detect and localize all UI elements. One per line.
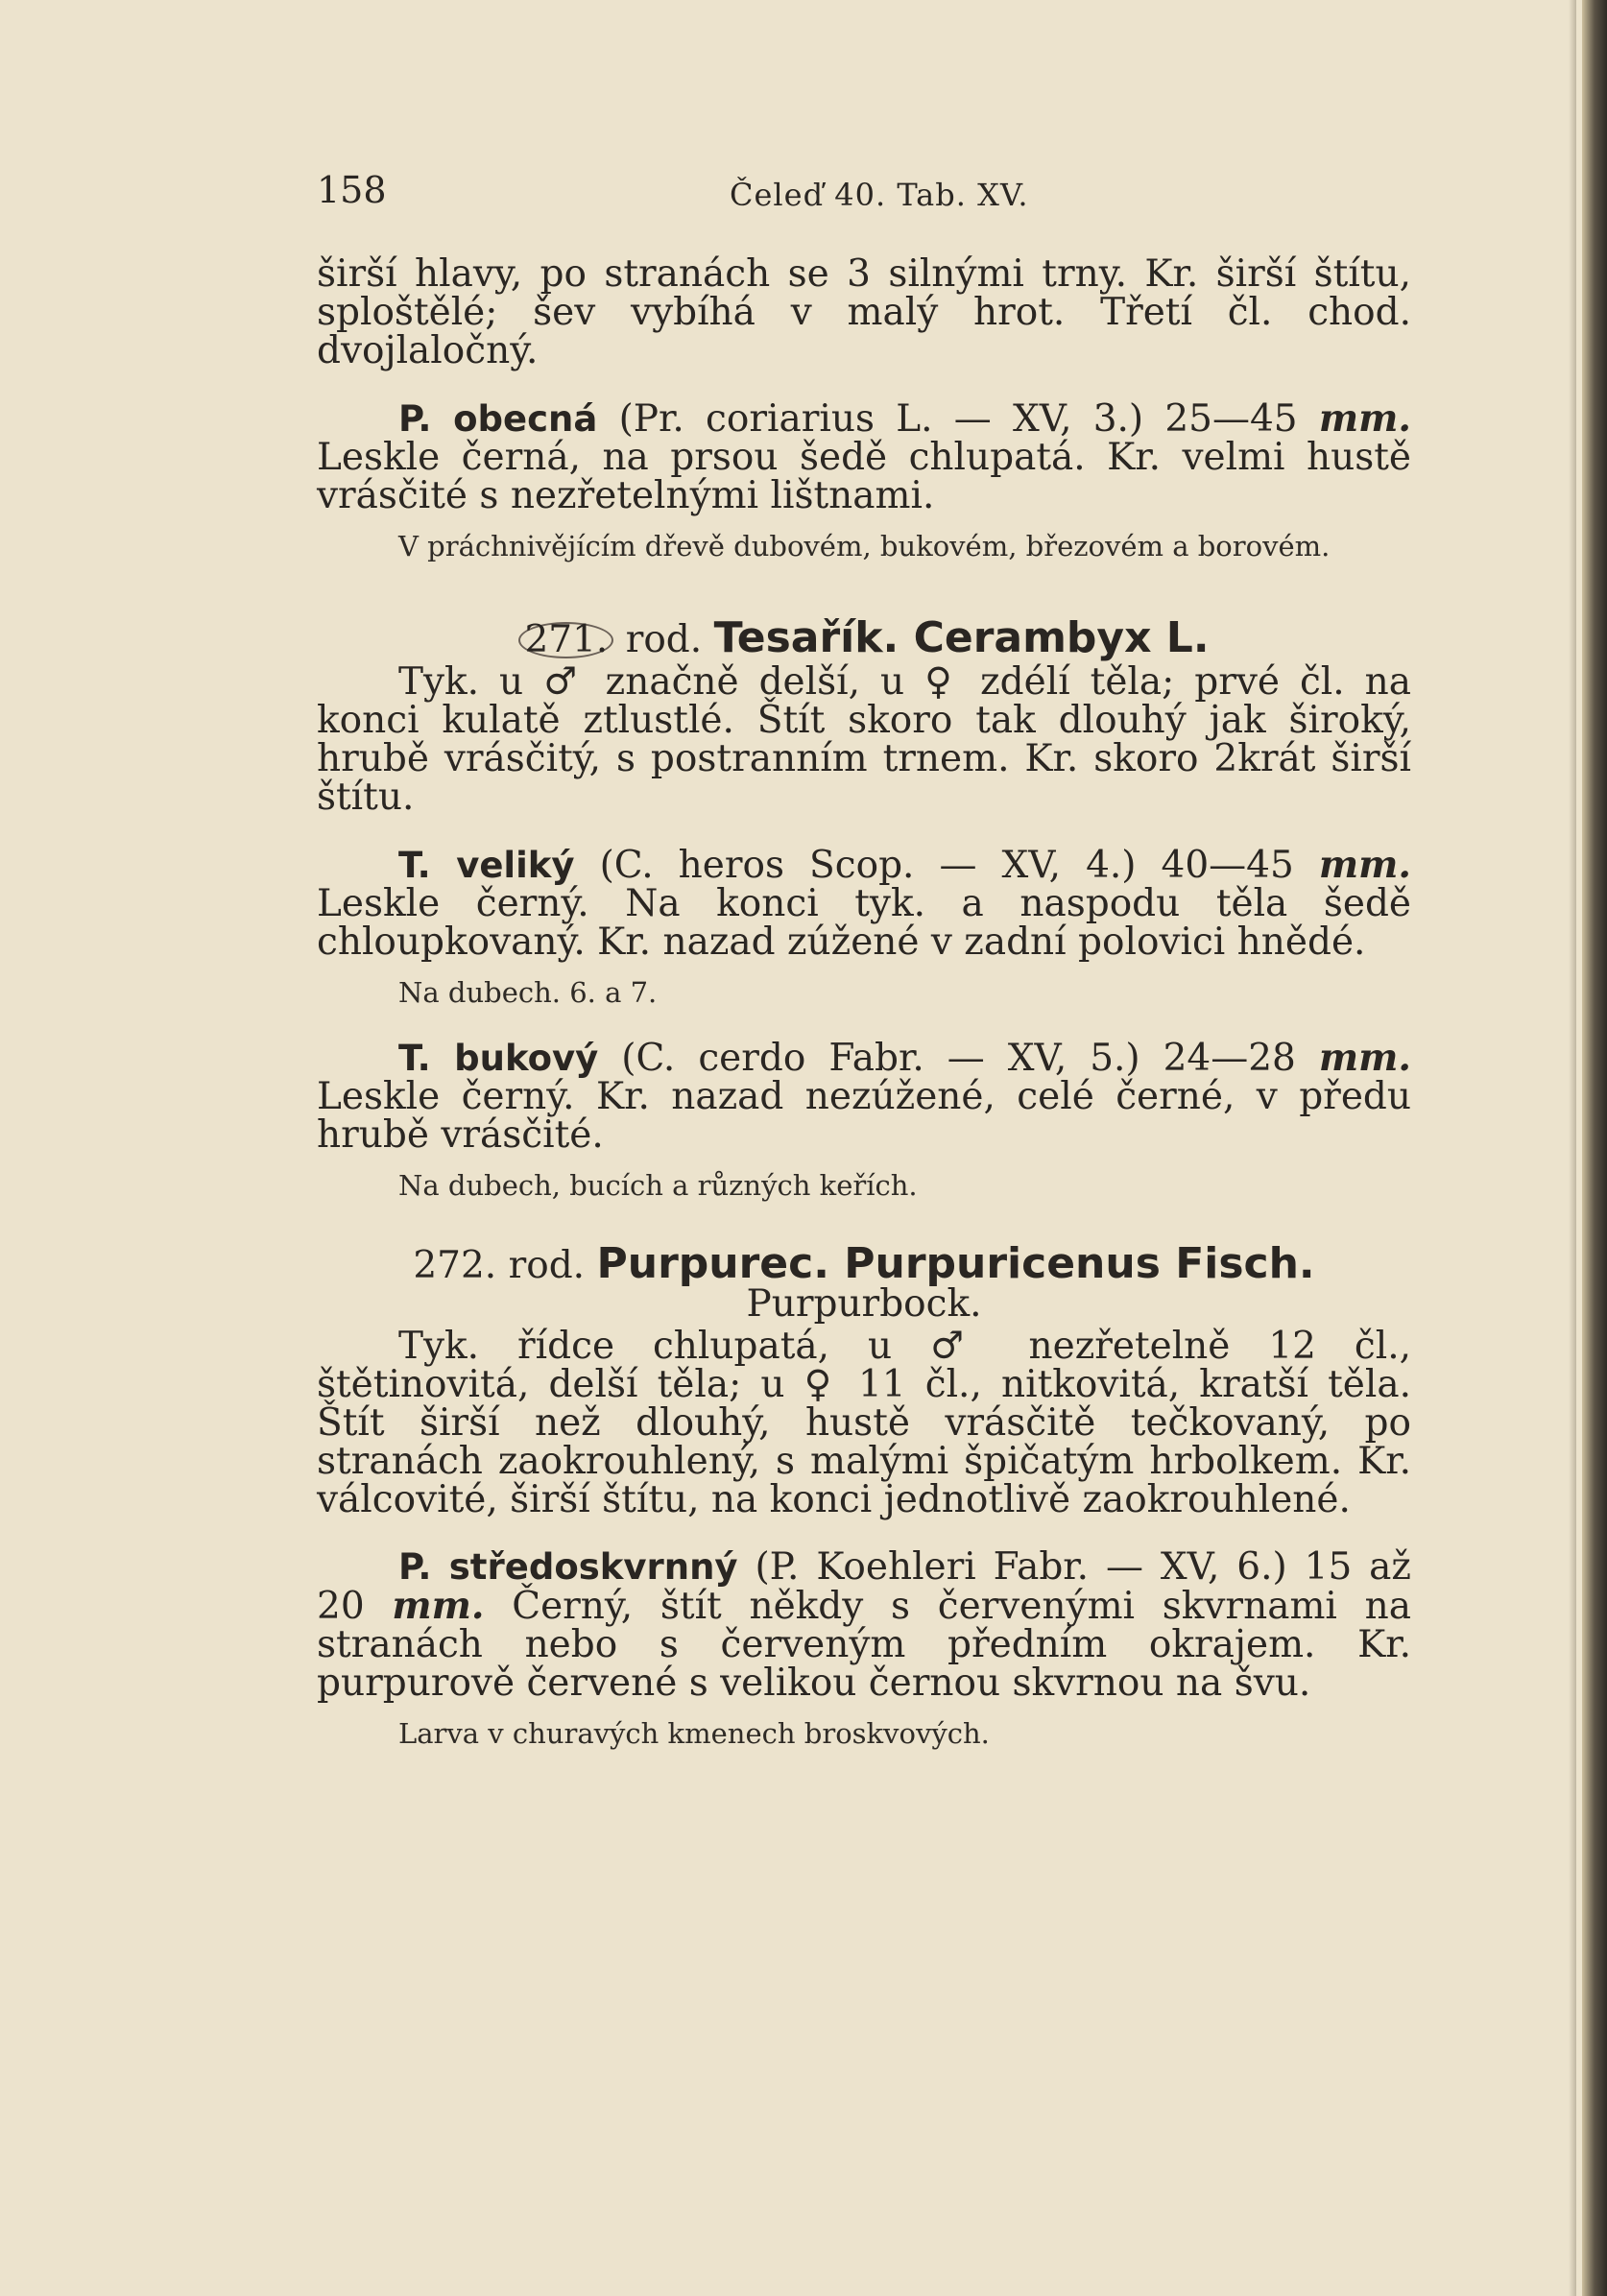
unit-mm: mm. — [1318, 843, 1411, 887]
species-description: Černý, štít někdy s červenými skvrnami na stranách nebo s červeným předním okrajem. Kr. purpurově červené s velikou černou skvrnou na švu. — [317, 1585, 1411, 1705]
species-habitat-note: V práchnivějícím dřevě dubovém, bukovém, březovém a borovém. — [398, 530, 1331, 562]
species-description: Leskle černý. Na konci tyk. a naspodu těla šedě chloupkovaný. Kr. nazad zúžené v zadní polovici hnědé. — [317, 882, 1411, 964]
species-entry-stredoskvrnny — [317, 1545, 1411, 1705]
genus-description: Tyk. u ♂ značně delší, u ♀ zdélí těla; prvé čl. na konci kulatě ztlustlé. Štít skoro tak dlouhý jak široký, hrubě vrásčitý, s postranním trnem. Kr. skoro 2krát širší štítu. — [317, 660, 1411, 819]
genus-rod-label: rod. — [508, 1244, 586, 1287]
genus-heading-272 — [317, 1239, 1411, 1326]
species-habitat-note: Larva v churavých kmenech broskvových. — [398, 1717, 990, 1750]
species-name: T. veliký — [398, 845, 575, 886]
genus-number: 272. — [413, 1244, 497, 1287]
genus-rod-label: rod. — [625, 618, 703, 661]
species-entry-bukovy — [317, 1036, 1412, 1157]
genus-description: Tyk. řídce chlupatá, u ♂ nezřetelně 12 čl., štětinovitá, delší těla; u ♀ 11 čl., nitkovitá, kratší těla. Štít širší než dlouhý, hustě vrásčitě tečkovaný, po stranách zaokrouhlený, s malými špičatým hrbolkem. Kr. válcovité, širší štítu, na konci jednotlivě zaokrouhlené. — [317, 1325, 1411, 1521]
page-body — [317, 252, 1412, 1751]
genus-number: 271. — [518, 622, 613, 658]
species-name: T. bukový — [398, 1038, 599, 1079]
species-entry-veliky — [317, 843, 1411, 964]
species-synonym: (C. cerdo Fabr. — XV, 5.) 24—28 — [621, 1037, 1296, 1080]
genus-name: Purpurec. Purpuricenus Fisch. — [596, 1239, 1315, 1288]
species-name: P. obecná — [398, 398, 598, 440]
species-description: Leskle černý. Kr. nazad nezúžené, celé černé, v předu hrubě vrásčité. — [317, 1075, 1411, 1157]
genus-heading-271 — [317, 613, 1411, 662]
book-gutter — [1582, 0, 1607, 2296]
genus-name: Tesařík. Cerambyx L. — [713, 613, 1210, 662]
species-description: Leskle černá, na prsou šedě chlupatá. Kr. velmi hustě vrásčité s nezřetelnými lištnami. — [317, 436, 1411, 517]
species-synonym: (P. Koehleri Fabr. — XV, 6.) 15 až 20 — [317, 1545, 1411, 1628]
unit-mm: mm. — [392, 1584, 485, 1628]
unit-mm: mm. — [1318, 1036, 1412, 1080]
genus-german-name: Purpurbock. — [746, 1282, 982, 1326]
species-habitat-note: Na dubech, bucích a různých keřích. — [398, 1169, 918, 1202]
page-edge-shadow — [1569, 0, 1576, 2296]
species-synonym: (C. heros Scop. — XV, 4.) 40—45 — [599, 844, 1294, 887]
page-header — [317, 169, 1411, 217]
species-name: P. středoskvrnný — [398, 1546, 738, 1588]
species-habitat-note: Na dubech. 6. a 7. — [398, 976, 658, 1009]
unit-mm: mm. — [1318, 396, 1411, 441]
paragraph-continuation: širší hlavy, po stranách se 3 silnými trny. Kr. širší štítu, sploštělé; šev vybíhá v malý hrot. Třetí čl. chod. dvojlaločný. — [317, 252, 1411, 372]
running-title: Čeleď 40. Tab. XV. — [730, 177, 1029, 213]
species-synonym: (Pr. coriarius L. — XV, 3.) 25—45 — [618, 397, 1298, 441]
species-entry-obecna — [317, 396, 1411, 517]
page-number: 158 — [317, 169, 387, 211]
